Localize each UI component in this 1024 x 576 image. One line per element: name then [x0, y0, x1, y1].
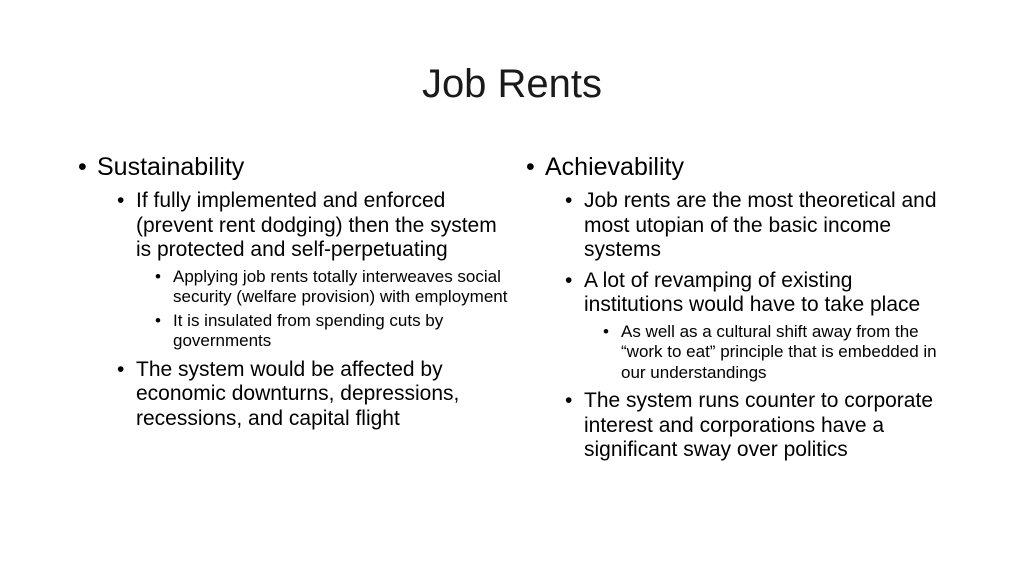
left-item-1-sub-2-text: It is insulated from spending cuts by governments	[173, 310, 444, 350]
right-item-2-sub-1-text: As well as a cultural shift away from the “work to eat” principle that is embedded in our understandings	[621, 321, 937, 382]
right-item-2-sub-1	[603, 322, 956, 384]
right-item-3	[565, 389, 956, 463]
left-item-2	[117, 358, 508, 432]
right-item-2	[565, 269, 956, 384]
left-item-1-sub-list	[155, 267, 508, 352]
bullet-icon: •	[565, 389, 573, 412]
slide-title: Job Rents	[421, 62, 603, 106]
right-column	[526, 152, 956, 463]
bullet-icon: •	[565, 189, 573, 212]
bullet-icon: •	[155, 266, 161, 286]
left-item-2-text: The system would be affected by economic downturns, depressions, recessions, and capital flight	[136, 357, 460, 430]
left-heading-item	[78, 152, 508, 431]
left-item-1-sub-1-text: Applying job rents totally interweaves social security (welfare provision) with employment	[173, 266, 508, 306]
right-item-2-sub-list	[603, 322, 956, 384]
right-heading-item	[526, 152, 956, 463]
bullet-icon: •	[603, 321, 609, 341]
right-item-1-text: Job rents are the most theoretical and most utopian of the basic income systems	[584, 189, 937, 261]
right-item-3-text: The system runs counter to corporate interest and corporations have a significant sway over politics	[584, 389, 933, 461]
right-sub-list	[565, 189, 956, 463]
left-item-1-sub-1	[155, 267, 508, 308]
left-bullet-list	[78, 152, 508, 431]
left-column	[78, 152, 508, 431]
left-item-1-sub-2	[155, 311, 508, 352]
bullet-icon: •	[117, 357, 125, 381]
bullet-icon: •	[117, 189, 125, 212]
left-sub-list	[117, 189, 508, 431]
bullet-icon: •	[526, 153, 535, 181]
right-bullet-list	[526, 152, 956, 463]
bullet-icon: •	[155, 310, 161, 330]
bullet-icon: •	[565, 268, 573, 292]
left-item-1	[117, 189, 508, 352]
bullet-icon: •	[78, 153, 87, 181]
left-item-1-text: If fully implemented and enforced (prevent rent dodging) then the system is protected and self-perpetuating	[136, 189, 497, 261]
left-heading: Sustainability	[97, 153, 245, 181]
right-heading: Achievability	[545, 153, 684, 181]
right-item-1	[565, 189, 956, 263]
right-item-2-text: A lot of revamping of existing institutions would have to take place	[584, 268, 921, 316]
